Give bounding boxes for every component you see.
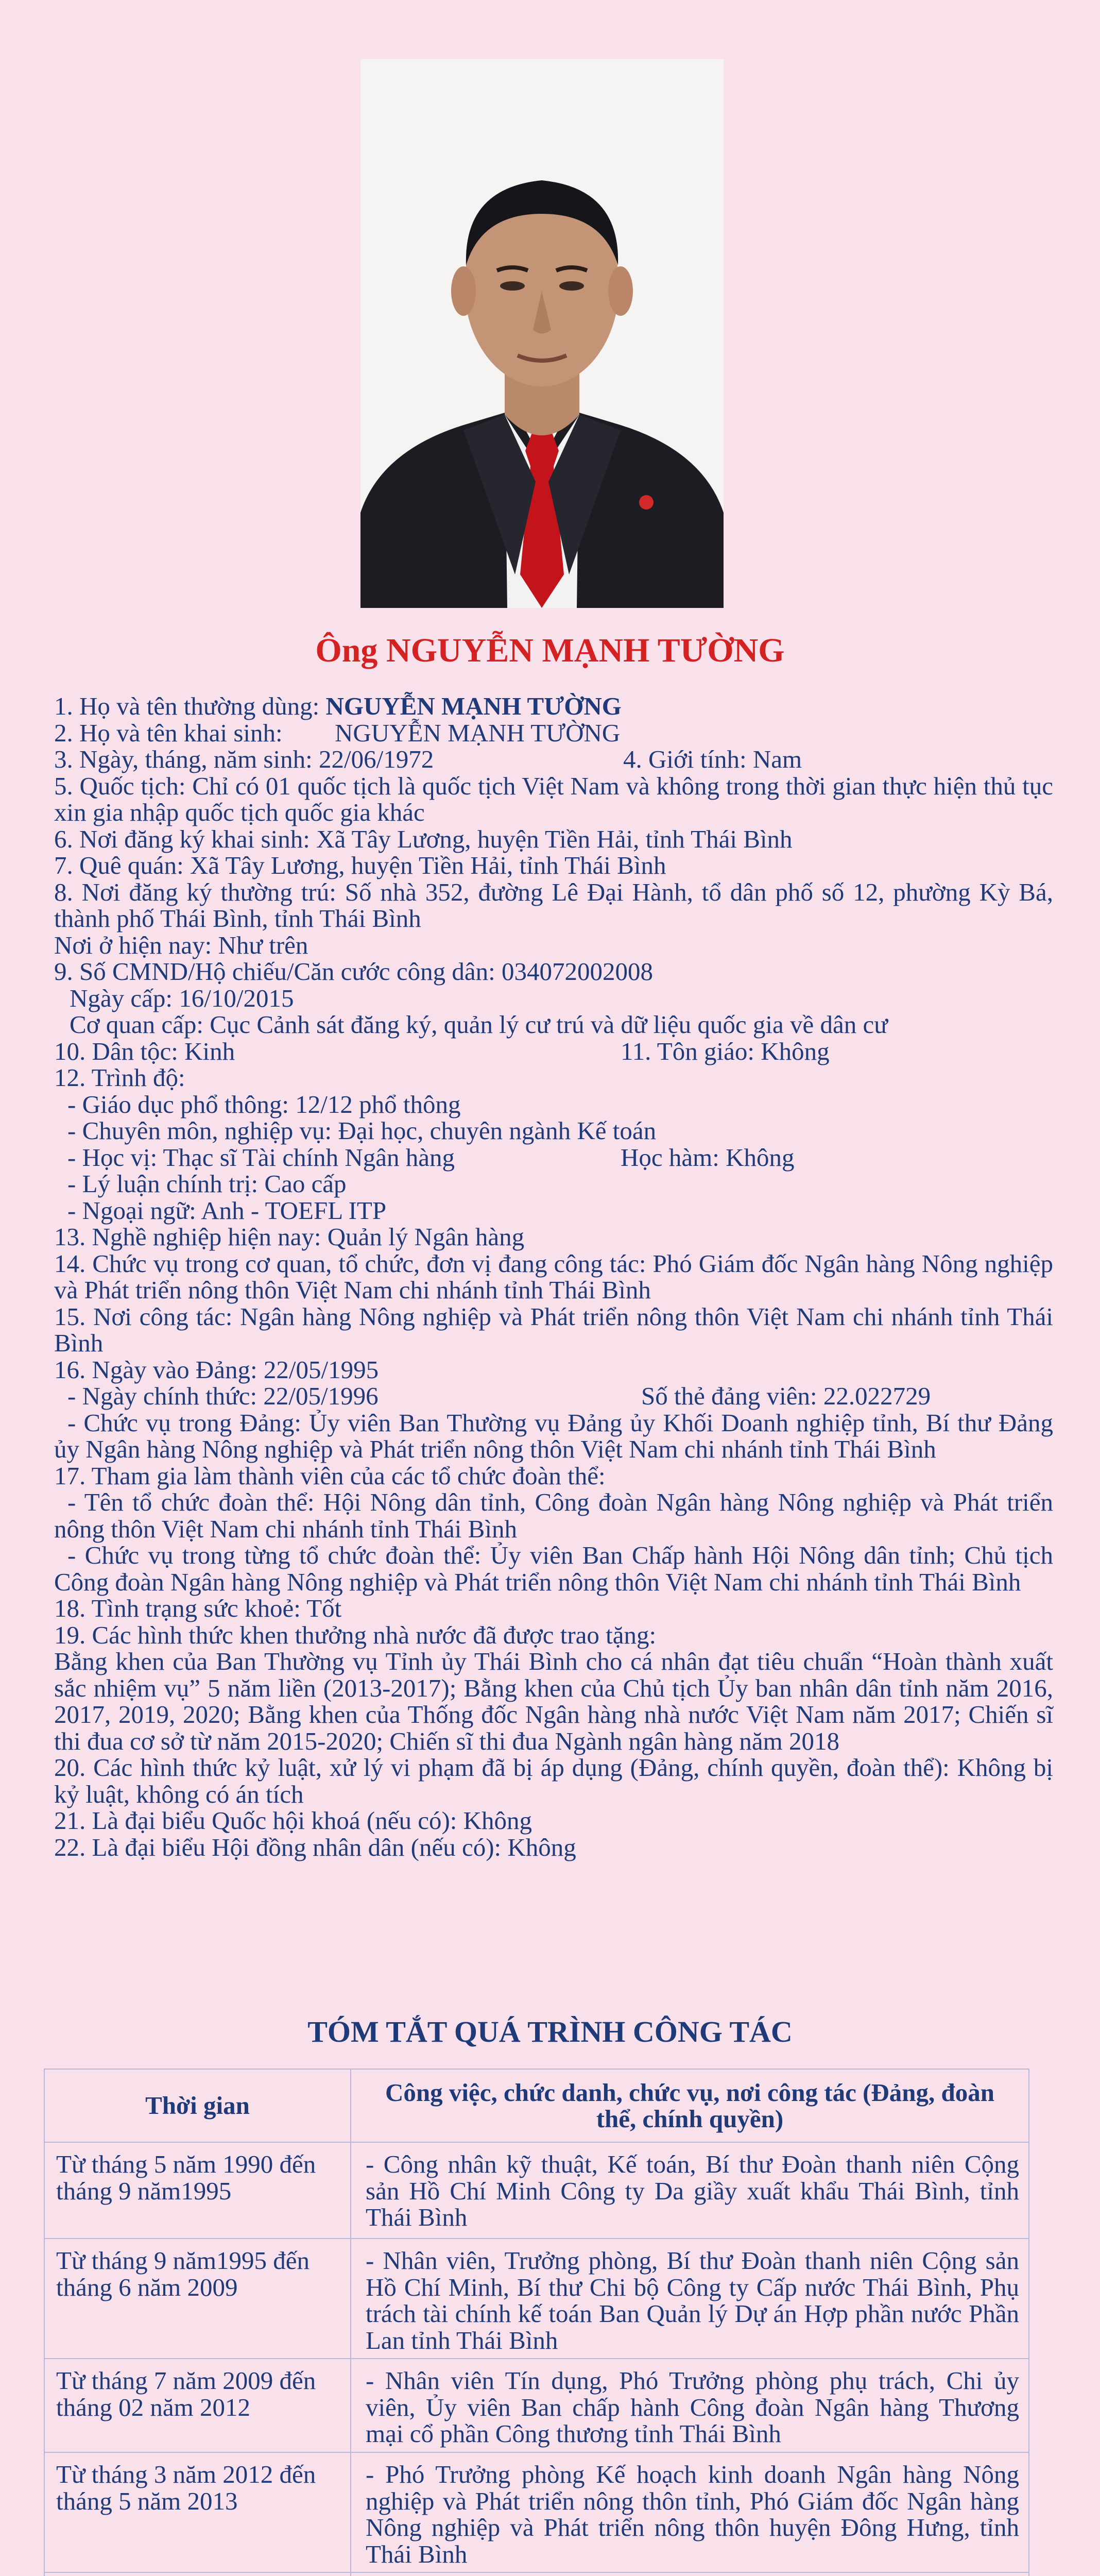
bio-line: - Giáo dục phổ thông: 12/12 phổ thông (67, 1090, 461, 1118)
bio-line: - Tên tổ chức đoàn thể: Hội Nông dân tỉnh, Công đoàn Ngân hàng Nông nghiệp và Phát triển nông thôn Việt Nam chi nhánh tỉnh Thái Bình (54, 1488, 1053, 1543)
bio-line: - Chuyên môn, nghiệp vụ: Đại học, chuyên ngành Kế toán (67, 1116, 657, 1145)
bio-line (54, 1383, 1053, 1410)
bio-line: Nơi ở hiện nay: Như trên (54, 930, 308, 959)
table-row (44, 2239, 1029, 2359)
career-table (44, 2069, 1029, 2576)
row-time: Từ tháng 5 năm 1990 đến tháng 9 năm1995 (44, 2142, 351, 2239)
degree: - Học vị: Thạc sĩ Tài chính Ngân hàng (67, 1143, 455, 1172)
bio-line (54, 746, 1053, 773)
bio-line: 5. Quốc tịch: Chỉ có 01 quốc tịch là quốc tịch Việt Nam và không trong thời gian thực hiện thủ tục xin gia nhập quốc tịch quốc gia khác (54, 771, 1053, 826)
bio-line: 12. Trình độ: (54, 1063, 185, 1092)
bio-line: 15. Nơi công tác: Ngân hàng Nông nghiệp và Phát triển nông thôn Việt Nam chi nhánh tỉnh Thái Bình (54, 1302, 1053, 1357)
row-work: - Nhân viên, Trưởng phòng, Bí thư Đoàn thanh niên Cộng sản Hồ Chí Minh, Bí thư Chi bộ Công ty Cấp nước Thái Bình, Phụ trách tài chính kế toán Ban Quản lý Dự án Hợp phần nước Phần Lan tỉnh Thái Bình (351, 2239, 1029, 2359)
table-row (44, 2572, 1029, 2576)
table-row (44, 2142, 1029, 2239)
table-row (44, 2452, 1029, 2572)
bio-line: 18. Tình trạng sức khoẻ: Tốt (54, 1594, 342, 1622)
person-name-title: Ông NGUYỄN MẠNH TƯỜNG (315, 632, 785, 669)
row-work: - Phó Trưởng phòng Kế hoạch kinh doanh Ngân hàng Nông nghiệp và Phát triển nông thôn tỉnh, Phó Giám đốc Ngân hàng Nông nghiệp và Phát triển nông thôn huyện Đông Hưng, tỉnh Thái Bình (351, 2452, 1029, 2572)
row-time: Từ tháng 3 năm 2012 đến tháng 5 năm 2013 (44, 2452, 351, 2572)
field-label: 1. Họ và tên thường dùng: (54, 692, 326, 720)
bio-line: Ngày cấp: 16/10/2015 (70, 984, 294, 1012)
bio-line: - Lý luận chính trị: Cao cấp (67, 1170, 347, 1198)
academic-title: Học hàm: Không (621, 1143, 795, 1172)
bio-line: 17. Tham gia làm thành viên của các tổ chức đoàn thể: (54, 1461, 606, 1490)
religion: 11. Tôn giáo: Không (621, 1037, 830, 1065)
table-row (44, 2359, 1029, 2452)
header-time: Thời gian (44, 2069, 351, 2142)
official-date: - Ngày chính thức: 22/05/1996 (67, 1382, 379, 1410)
row-time: Từ tháng 7 năm 2009 đến tháng 02 năm 2012 (44, 2359, 351, 2452)
bio-line: 16. Ngày vào Đảng: 22/05/1995 (54, 1355, 379, 1384)
portrait-image (360, 59, 724, 608)
bio-line: 20. Các hình thức kỷ luật, xử lý vi phạm đã bị áp dụng (Đảng, chính quyền, đoàn thể): Không bị kỷ luật, không có án tích (54, 1753, 1053, 1808)
bio-line (54, 693, 1053, 720)
birth-date: 3. Ngày, tháng, năm sinh: 22/06/1972 (54, 745, 434, 773)
row-work (351, 2572, 1029, 2576)
party-card-number: Số thẻ đảng viên: 22.022729 (641, 1382, 931, 1410)
bio-line: - Chức vụ trong từng tổ chức đoàn thể: Ủy viên Ban Chấp hành Hội Nông dân tỉnh; Chủ tịch Công đoàn Ngân hàng Nông nghiệp và Phát triển nông thôn Việt Nam chi nhánh tỉnh Thái Bình (54, 1541, 1053, 1596)
gender: 4. Giới tính: Nam (623, 745, 802, 773)
row-work: - Công nhân kỹ thuật, Kế toán, Bí thư Đoàn thanh niên Cộng sản Hồ Chí Minh Công ty Da giầy xuất khẩu Thái Bình, tỉnh Thái Bình (351, 2142, 1029, 2239)
bio-line: - Chức vụ trong Đảng: Ủy viên Ban Thường vụ Đảng ủy Khối Doanh nghiệp tỉnh, Bí thư Đảng ủy Ngân hàng Nông nghiệp và Phát triển nông thôn Việt Nam chi nhánh tỉnh Thái Bình (54, 1408, 1053, 1463)
career-section-title: TÓM TẮT QUÁ TRÌNH CÔNG TÁC (307, 2015, 793, 2048)
row-time (44, 2572, 351, 2576)
row-work: - Nhân viên Tín dụng, Phó Trưởng phòng phụ trách, Chi ủy viên, Ủy viên Ban chấp hành Công đoàn Ngân hàng Thương mại cổ phần Công thương tỉnh Thái Bình (351, 2359, 1029, 2452)
bio-line (54, 1038, 1053, 1065)
biography-section (54, 693, 1053, 1860)
portrait-photo (360, 59, 724, 608)
row-time: Từ tháng 9 năm1995 đến tháng 6 năm 2009 (44, 2239, 351, 2359)
bio-line: 8. Nơi đăng ký thường trú: Số nhà 352, đường Lê Đại Hành, tổ dân phố số 12, phường Kỳ Bá, thành phố Thái Bình, tỉnh Thái Bình (54, 877, 1053, 933)
bio-line (54, 720, 1053, 747)
field-label: 2. Họ và tên khai sinh: (54, 718, 283, 747)
bio-line: 9. Số CMND/Hộ chiếu/Căn cước công dân: 034072002008 (54, 957, 654, 986)
bio-line: 6. Nơi đăng ký khai sinh: Xã Tây Lương, huyện Tiền Hải, tỉnh Thái Bình (54, 824, 793, 853)
bio-line: 7. Quê quán: Xã Tây Lương, huyện Tiền Hải, tỉnh Thái Bình (54, 851, 666, 879)
bio-line: 14. Chức vụ trong cơ quan, tổ chức, đơn vị đang công tác: Phó Giám đốc Ngân hàng Nông nghiệp và Phát triển nông thôn Việt Nam chi nhánh tỉnh Thái Bình (54, 1249, 1053, 1304)
bio-line: Bằng khen của Ban Thường vụ Tỉnh ủy Thái Bình cho cá nhân đạt tiêu chuẩn “Hoàn thành xuất sắc nhiệm vụ” 5 năm liền (2013-2017); Bằng khen của Chủ tịch Ủy ban nhân dân tỉnh năm 2016, 2017, 2019, 2020; Bằng khen của Thống đốc Ngân hàng nhà nước Việt Nam năm 2017; Chiến sĩ thi đua cơ sở từ năm 2015-2020; Chiến sĩ thi đua Ngành ngân hàng năm 2018 (54, 1647, 1053, 1755)
bio-line: 22. Là đại biểu Hội đồng nhân dân (nếu có): Không (54, 1833, 576, 1861)
bio-line: - Ngoại ngữ: Anh - TOEFL ITP (67, 1196, 387, 1225)
field-value: NGUYỄN MẠNH TƯỜNG (325, 692, 622, 720)
bio-line (54, 1144, 1053, 1171)
header-work: Công việc, chức danh, chức vụ, nơi công tác (Đảng, đoàn thể, chính quyền) (351, 2069, 1029, 2142)
bio-line: 19. Các hình thức khen thưởng nhà nước đã được trao tặng: (54, 1620, 657, 1649)
bio-line: 13. Nghề nghiệp hiện nay: Quản lý Ngân hàng (54, 1223, 525, 1251)
ethnicity: 10. Dân tộc: Kinh (54, 1037, 235, 1065)
bio-line: Cơ quan cấp: Cục Cảnh sát đăng ký, quản lý cư trú và dữ liệu quốc gia về dân cư (70, 1010, 888, 1039)
field-value: NGUYỄN MẠNH TƯỜNG (335, 718, 621, 747)
table-header-row (44, 2069, 1029, 2142)
bio-line: 21. Là đại biểu Quốc hội khoá (nếu có): Không (54, 1806, 532, 1835)
